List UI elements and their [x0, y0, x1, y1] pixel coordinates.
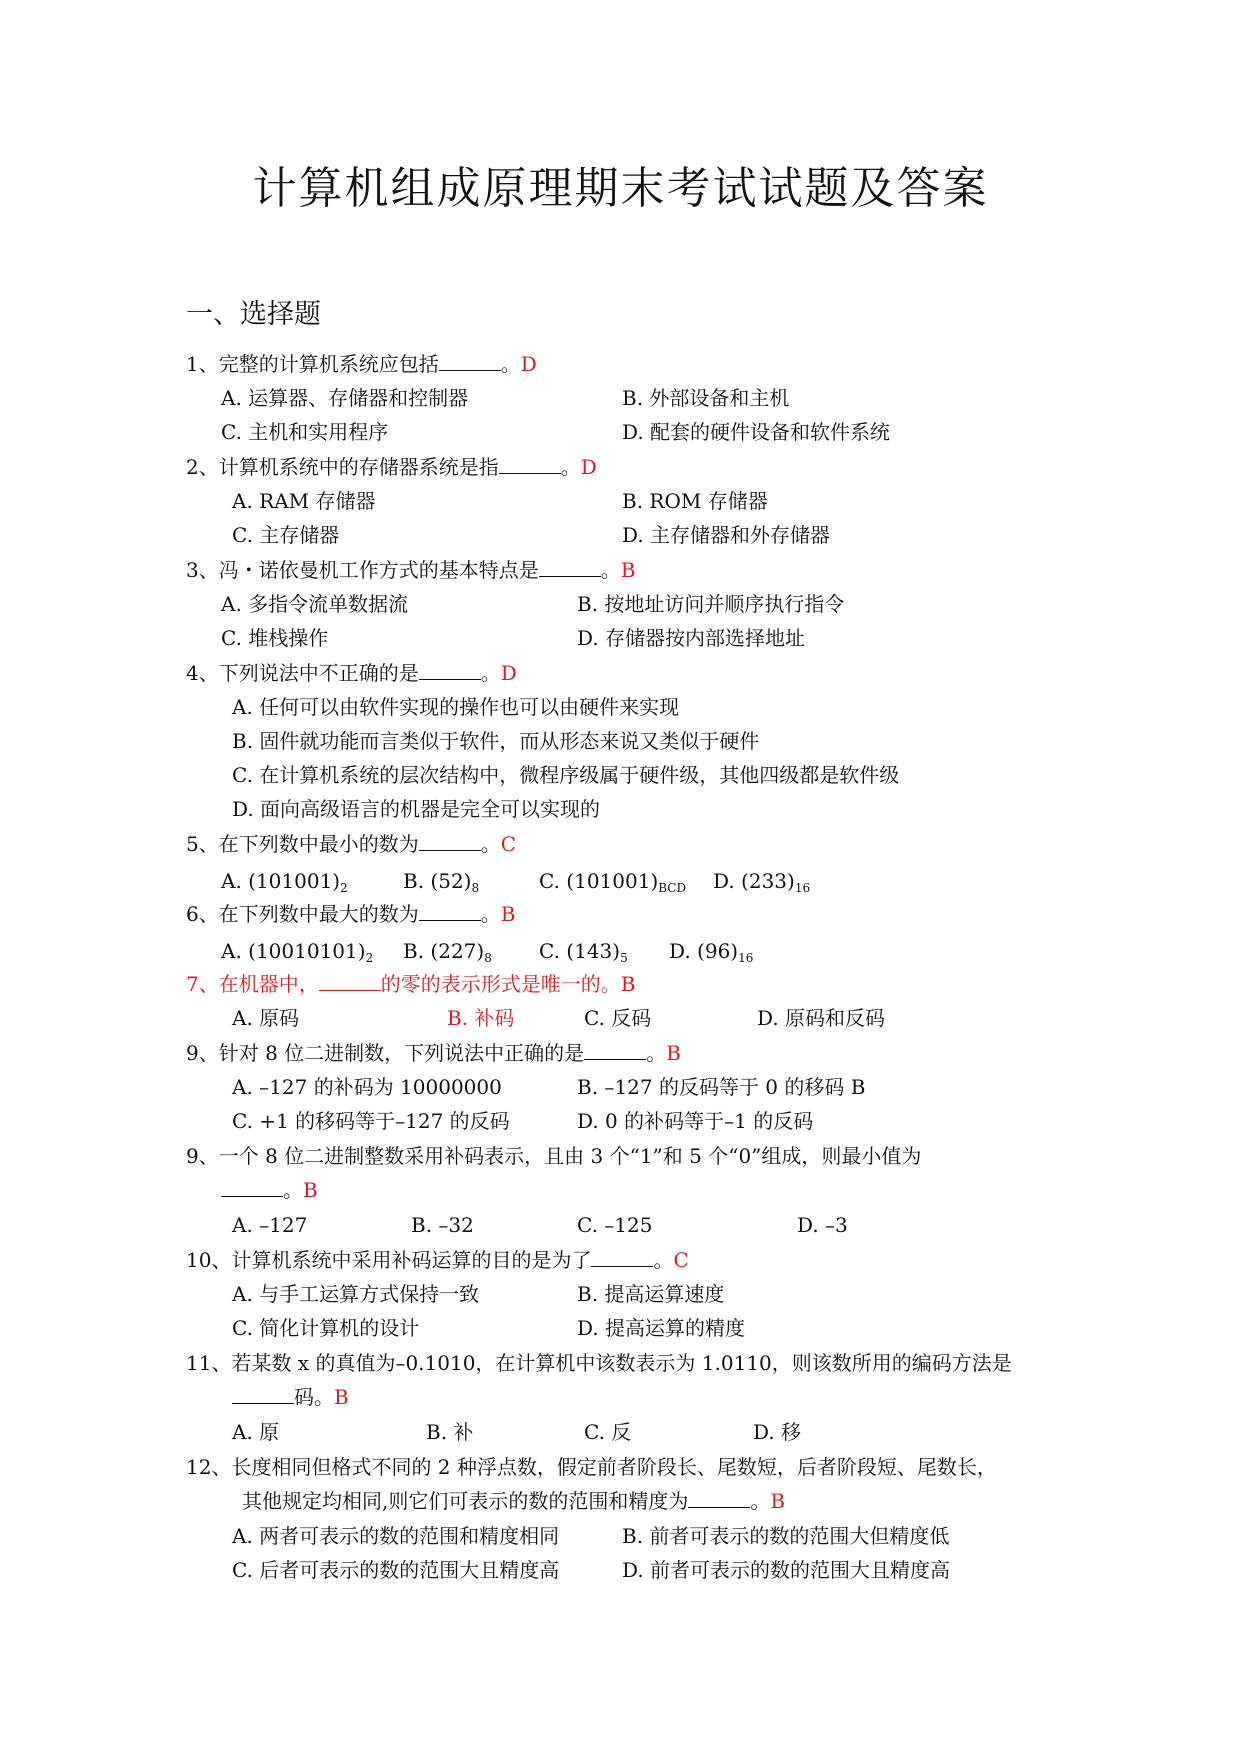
option: B. $(52)_8$ — [403, 869, 480, 895]
answer-blank — [319, 972, 381, 991]
option: D. 前者可表示的数的范围大且精度高 — [622, 1558, 951, 1582]
option: C. 在计算机系统的层次结构中，微程序级属于硬件级，其他四级都是软件级 — [232, 763, 900, 787]
option: A. –127 的补码为 10000000 — [232, 1075, 502, 1099]
question-12-cont: 其他规定均相同,则它们可表示的数的范围和精度为 。B — [242, 1489, 786, 1513]
answer-blank — [419, 902, 481, 921]
option: B. –32 — [411, 1213, 474, 1237]
option-correct: B. 补码 — [447, 1006, 515, 1030]
option: D. 存储器按内部选择地址 — [577, 626, 806, 650]
option: A. 原码 — [232, 1006, 300, 1030]
option: C. 主存储器 — [232, 523, 340, 547]
question-11-cont: 码。B — [232, 1385, 349, 1409]
option: A. –127 — [232, 1213, 308, 1237]
option: A. 原 — [232, 1420, 280, 1444]
option: A. 两者可表示的数的范围和精度相同 — [232, 1524, 560, 1548]
option: B. 补 — [426, 1420, 474, 1444]
option: D. 主存储器和外存储器 — [622, 523, 831, 547]
option: C. –125 — [577, 1213, 653, 1237]
option: C. 反码 — [584, 1006, 652, 1030]
question-5: 5、在下列数中最小的数为 。C — [186, 832, 517, 856]
question-6: 6、在下列数中最大的数为 。B — [186, 902, 516, 926]
answer-key: B — [620, 558, 636, 582]
option: B. ROM 存储器 — [622, 489, 768, 513]
option: B. $(227)_8$ — [403, 939, 492, 965]
question-3: 3、冯・诺依曼机工作方式的基本特点是 。B — [186, 558, 636, 582]
option: D. –3 — [797, 1213, 848, 1237]
answer-blank — [419, 661, 481, 680]
option: D. 提高运算的精度 — [577, 1316, 746, 1340]
question-1: 1、完整的计算机系统应包括 。D — [186, 352, 537, 376]
option: B. 前者可表示的数的范围大但精度低 — [622, 1524, 950, 1548]
question-4: 4、下列说法中不正确的是 。D — [186, 661, 517, 685]
option: D. $(96)_{16}$ — [669, 939, 754, 965]
question-7: 7、在机器中， 的零的表示形式是唯一的。B — [186, 972, 636, 996]
answer-key: D — [580, 455, 597, 479]
option: D. 配套的硬件设备和软件系统 — [622, 420, 891, 444]
question-9a: 9、针对 8 位二进制数，下列说法中正确的是 。B — [186, 1041, 681, 1065]
answer-key: B — [500, 902, 516, 926]
answer-blank — [584, 1041, 646, 1060]
option: A. 与手工运算方式保持一致 — [232, 1282, 480, 1306]
answer-key: B — [620, 972, 636, 996]
answer-blank — [232, 1385, 294, 1404]
answer-key: C — [500, 832, 517, 856]
option: B. 固件就功能而言类似于软件，而从形态来说又类似于硬件 — [232, 729, 760, 753]
option: D. 面向高级语言的机器是完全可以实现的 — [232, 797, 601, 821]
answer-key: B — [334, 1385, 349, 1409]
answer-blank — [439, 352, 501, 371]
option: C. +1 的移码等于–127 的反码 — [232, 1109, 510, 1133]
option: A. $(10010101)_2$ — [221, 939, 374, 965]
question-11: 11、若某数 x 的真值为–0.1010，在计算机中该数表示为 1.0110，则该数所用的编码方法是 — [186, 1351, 1012, 1375]
option: A. 任何可以由软件实现的操作也可以由硬件来实现 — [232, 695, 680, 719]
answer-key: D — [500, 661, 517, 685]
option: C. $(143)_5$ — [539, 939, 628, 965]
answer-blank — [688, 1489, 750, 1508]
option: A. 多指令流单数据流 — [221, 592, 409, 616]
answer-key: B — [666, 1041, 681, 1065]
option: D. $(233)_{16}$ — [713, 869, 811, 895]
option: A. 运算器、存储器和控制器 — [221, 386, 469, 410]
answer-key: D — [520, 352, 537, 376]
option: D. 0 的补码等于–1 的反码 — [577, 1109, 814, 1133]
answer-blank — [221, 1178, 283, 1197]
option: C. $(101001)_{BCD}$ — [539, 869, 687, 895]
option: C. 堆栈操作 — [221, 626, 329, 650]
question-9b-cont: 。B — [221, 1178, 318, 1202]
section-heading: 一、选择题 — [186, 299, 321, 330]
page-title: 计算机组成原理期末考试试题及答案 — [252, 163, 989, 214]
question-9b: 9、一个 8 位二进制整数采用补码表示，且由 3 个“1”和 5 个“0”组成，则最小值为 — [186, 1144, 922, 1168]
option: A. RAM 存储器 — [232, 489, 376, 513]
option: C. 主机和实用程序 — [221, 420, 389, 444]
answer-key: C — [673, 1248, 689, 1272]
option: D. 原码和反码 — [757, 1006, 886, 1030]
option: C. 后者可表示的数的范围大且精度高 — [232, 1558, 560, 1582]
answer-key: B — [303, 1178, 318, 1202]
question-2: 2、计算机系统中的存储器系统是指 。D — [186, 455, 597, 479]
option: B. 提高运算速度 — [577, 1282, 725, 1306]
question-12: 12、长度相同但格式不同的 2 种浮点数，假定前者阶段长、尾数短，后者阶段短、尾数长， — [186, 1455, 997, 1479]
question-10: 10、计算机系统中采用补码运算的目的是为了 。C — [186, 1248, 689, 1272]
option: B. –127 的反码等于 0 的移码 B — [577, 1075, 866, 1099]
answer-blank — [419, 832, 481, 851]
answer-blank — [591, 1248, 653, 1267]
option: C. 反 — [584, 1420, 632, 1444]
answer-blank — [539, 558, 601, 577]
option: D. 移 — [753, 1420, 802, 1444]
option: C. 简化计算机的设计 — [232, 1316, 420, 1340]
option: A. $(101001)_2$ — [221, 869, 348, 895]
option: B. 按地址访问并顺序执行指令 — [577, 592, 845, 616]
option: B. 外部设备和主机 — [622, 386, 790, 410]
answer-blank — [499, 455, 561, 474]
answer-key: B — [770, 1489, 786, 1513]
